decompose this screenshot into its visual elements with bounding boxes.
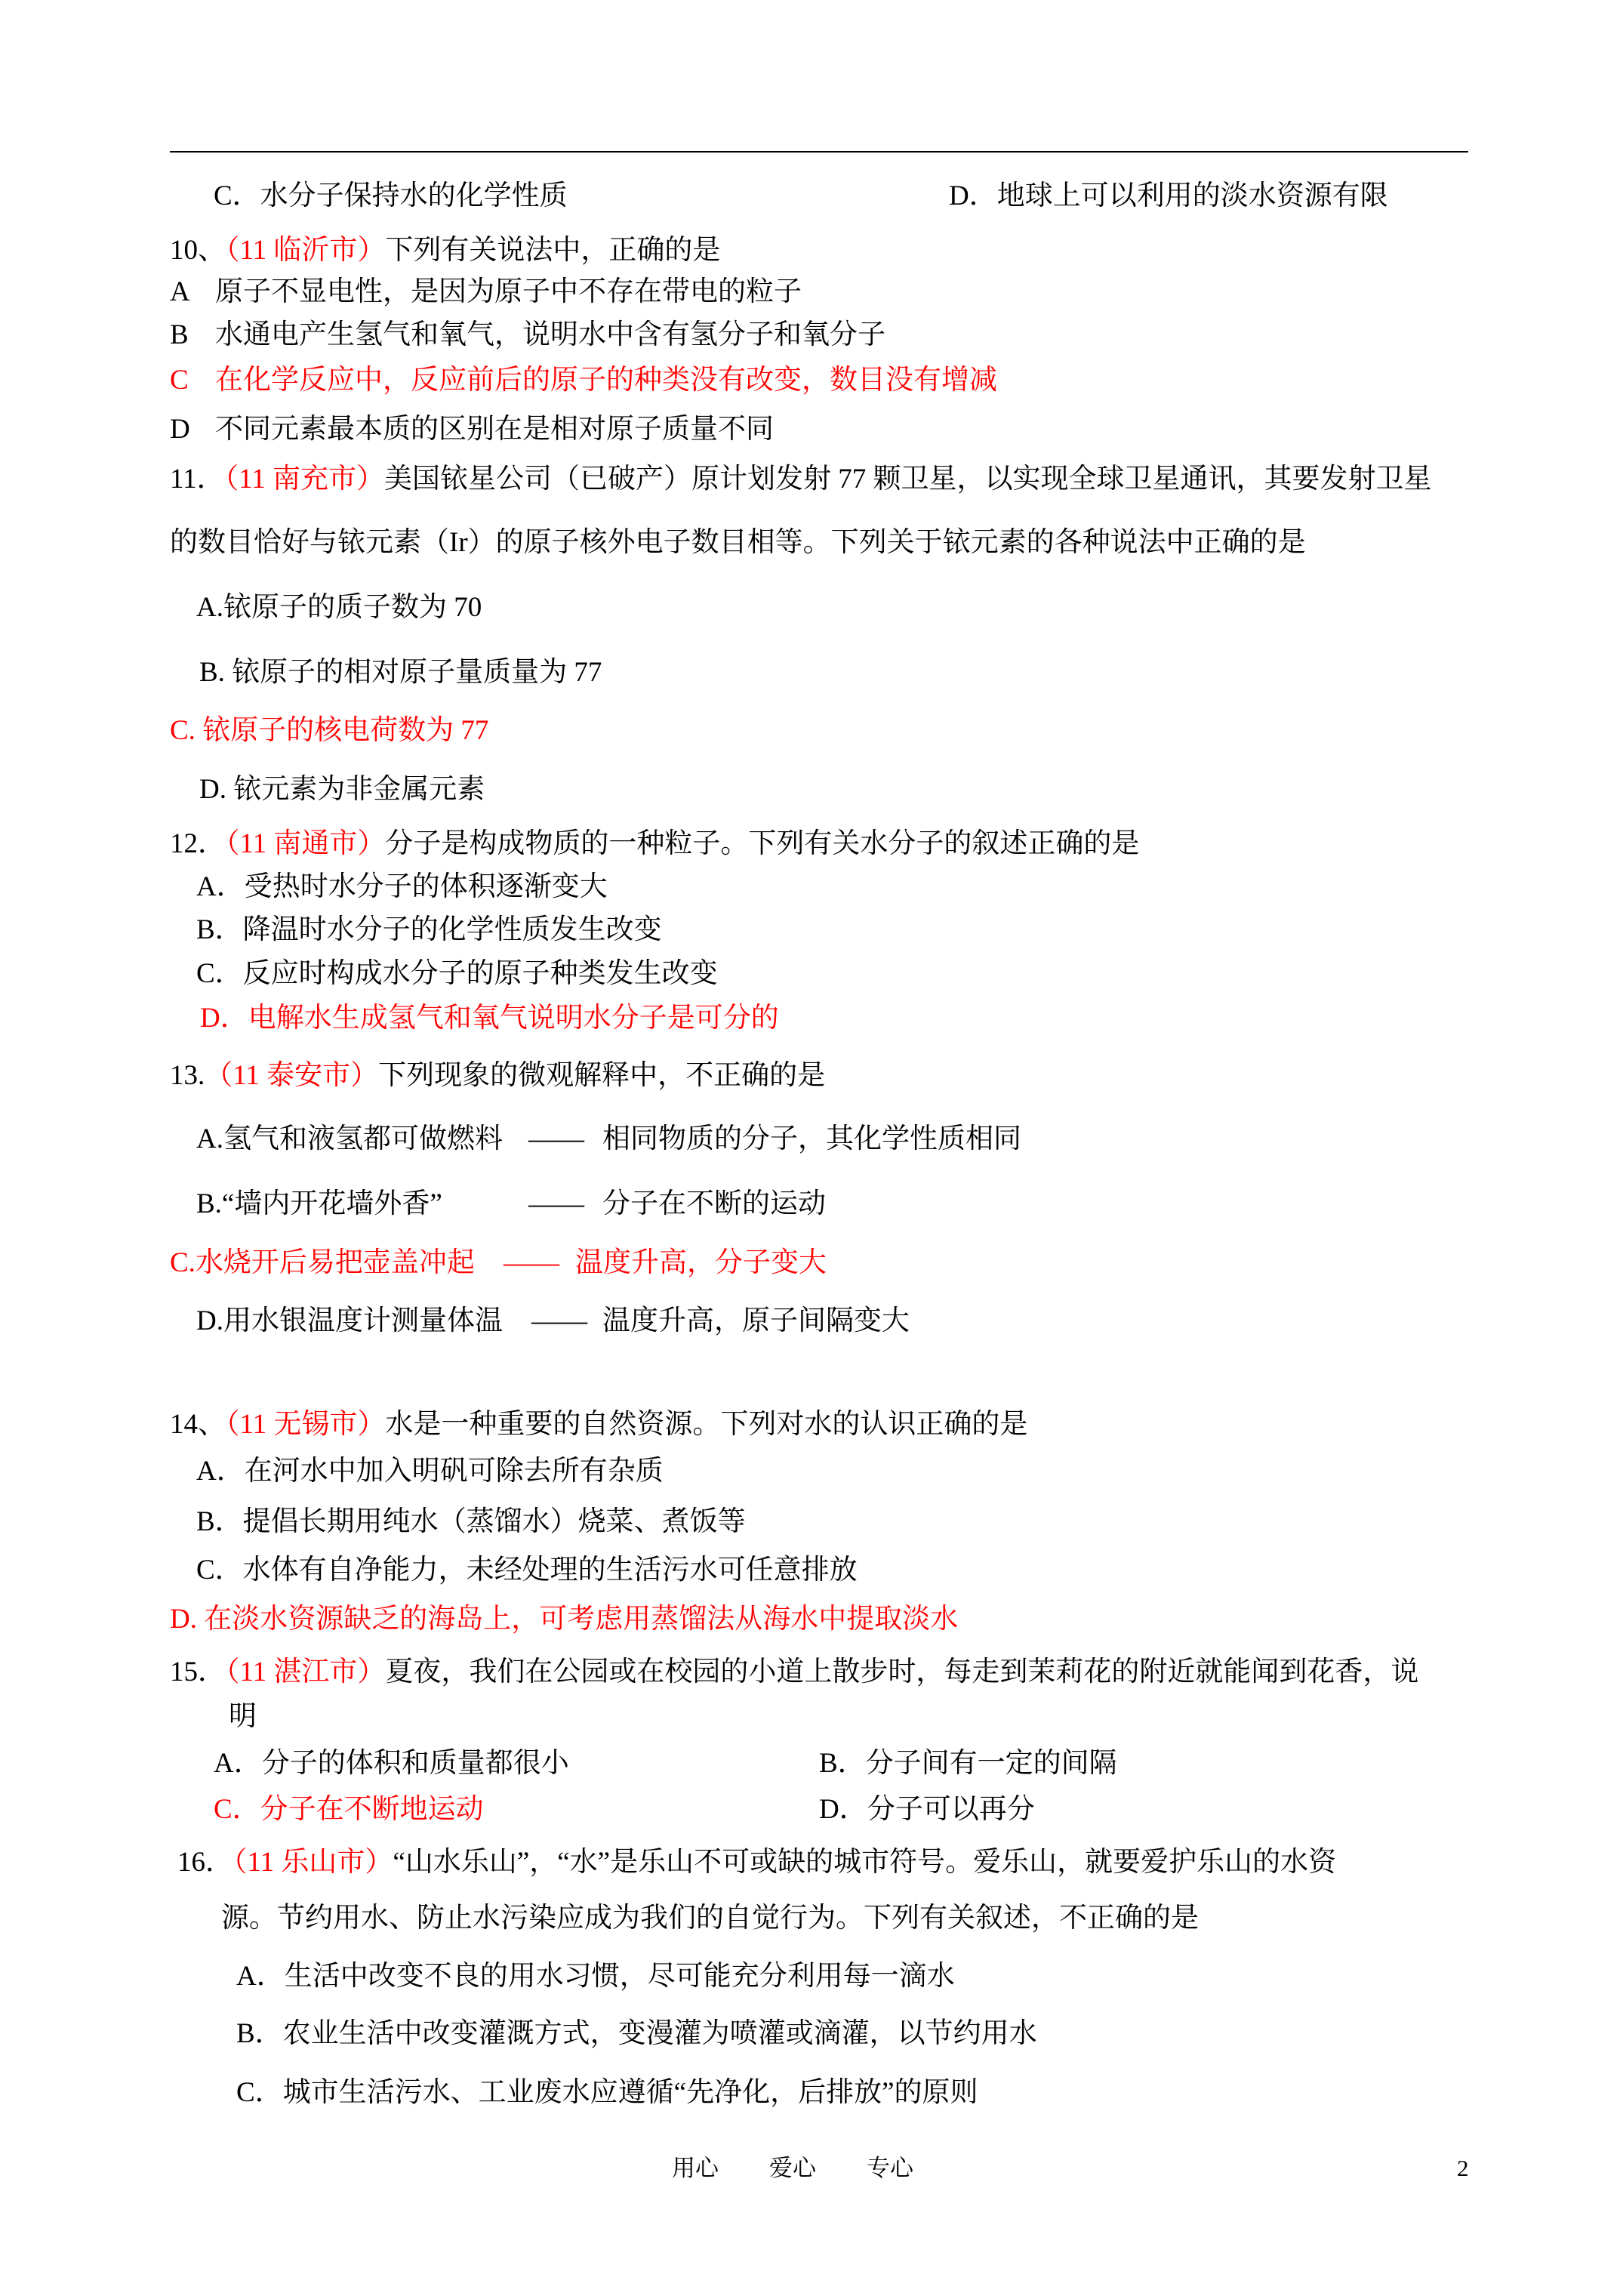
q13-option-c-dash: —— (504, 1247, 559, 1278)
question-source: （11 湛江市） (226, 1657, 386, 1687)
option-text: 不同元素最本质的区别在是相对原子质量不同 (215, 414, 774, 445)
q14-stem (170, 1410, 1027, 1439)
option-text: 在化学反应中，反应前后的原子的种类没有改变，数目没有增减 (215, 365, 997, 396)
q13-stem (170, 1062, 825, 1090)
question-number: 10、 (170, 235, 226, 266)
q13-option-a-explanation: 相同物质的分子，其化学性质相同 (602, 1123, 1021, 1154)
q16-stem-line2: 源。节约用水、防止水污染应成为我们的自觉行为。下列有关叙述，不正确的是 (221, 1903, 1199, 1934)
question-stem: 水是一种重要的自然资源。下列对水的认识正确的是 (385, 1409, 1028, 1440)
q11-option-a: A.铱原子的质子数为 70 (196, 592, 482, 623)
question-source: （11 南充市） (224, 464, 385, 495)
question-stem: 夏夜，我们在公园或在校园的小道上散步时，每走到茉莉花的附近就能闻到花香，说 (385, 1657, 1419, 1687)
question-stem: 美国铱星公司（已破产）原计划发射 77 颗卫星，以实现全球卫星通讯，其要发射卫星 (384, 464, 1432, 495)
q15-option-b: B．分子间有一定的间隔 (819, 1748, 1117, 1779)
q13-option-c-explanation-answer: 温度升高，分子变大 (575, 1247, 827, 1278)
option-label: A (170, 276, 190, 307)
option-label: C (170, 365, 189, 396)
q10-option-c-answer (170, 366, 997, 395)
q9-option-d: D．地球上可以利用的淡水资源有限 (949, 180, 1388, 211)
page-number: 2 (1457, 2155, 1469, 2181)
q16-option-b: B．农业生活中改变灌溉方式，变漫灌为喷灌或滴灌，以节约用水 (236, 2018, 1037, 2049)
question-source: （11 泰安市） (205, 1060, 379, 1091)
q13-option-c-phenomenon-answer: C.水烧开后易把壶盖冲起 (170, 1247, 475, 1278)
q15-option-a: A．分子的体积和质量都很小 (214, 1748, 569, 1779)
q12-option-a: A．受热时水分子的体积逐渐变大 (196, 871, 608, 902)
question-source: （11 临沂市） (226, 235, 386, 266)
q15-option-c-answer: C．分子在不断地运动 (214, 1794, 484, 1825)
q13-option-d-phenomenon: D.用水银温度计测量体温 (196, 1305, 503, 1336)
q12-option-b: B．降温时水分子的化学性质发生改变 (196, 914, 662, 945)
q12-option-d-answer: D．电解水生成氢气和氧气说明水分子是可分的 (200, 1003, 779, 1034)
question-source: （11 乐山市） (233, 1847, 393, 1878)
q12-stem (170, 830, 1139, 858)
question-number: 16． (177, 1847, 233, 1878)
q10-option-b (170, 321, 885, 350)
q13-option-b-explanation: 分子在不断的运动 (602, 1188, 826, 1219)
header-rule (170, 151, 1468, 153)
question-stem: 下列有关说法中，正确的是 (385, 235, 721, 266)
q16-stem-line1 (177, 1848, 1336, 1877)
question-stem: 分子是构成物质的一种粒子。下列有关水分子的叙述正确的是 (385, 828, 1140, 859)
q14-option-c: C．水体有自净能力，未经处理的生活污水可任意排放 (196, 1555, 858, 1586)
option-label: D (170, 414, 190, 445)
q10-stem (170, 236, 720, 265)
q13-option-a-dash: —— (528, 1123, 584, 1154)
q15-stem-line2: 明 (229, 1701, 257, 1732)
q12-option-c: C．反应时构成水分子的原子种类发生改变 (196, 958, 718, 989)
footer-word-3: 专心 (867, 2155, 913, 2181)
q13-option-b-dash: —— (528, 1188, 584, 1219)
q14-option-b: B．提倡长期用纯水（蒸馏水）烧菜、煮饭等 (196, 1506, 746, 1537)
q9-option-c: C．水分子保持水的化学性质 (214, 180, 568, 211)
q11-stem-line1 (170, 465, 1432, 494)
option-label: B (170, 319, 189, 350)
q13-option-d-dash: —— (531, 1305, 587, 1336)
question-source: （11 无锡市） (226, 1409, 386, 1440)
q15-stem-line1 (170, 1658, 1418, 1687)
q13-option-a-phenomenon: A.氢气和液氢都可做燃料 (196, 1123, 503, 1154)
option-text: 水通电产生氢气和氧气，说明水中含有氢分子和氧分子 (215, 319, 885, 350)
q11-option-d: D. 铱元素为非金属元素 (199, 774, 485, 805)
q14-option-a: A．在河水中加入明矾可除去所有杂质 (196, 1456, 664, 1487)
question-source: （11 南通市） (226, 828, 386, 859)
q11-stem-line2: 的数目恰好与铱元素（Ir）的原子核外电子数目相等。下列关于铱元素的各种说法中正确的是 (170, 527, 1306, 558)
footer-word-2: 爱心 (769, 2155, 816, 2181)
question-number: 15． (170, 1657, 226, 1687)
question-stem: 下列现象的微观解释中，不正确的是 (378, 1060, 826, 1091)
q16-option-c: C．城市生活污水、工业废水应遵循“先净化，后排放”的原则 (236, 2077, 978, 2108)
q16-option-a: A．生活中改变不良的用水习惯，尽可能充分利用每一滴水 (236, 1961, 955, 1992)
question-stem: “山水乐山”，“水”是乐山不可或缺的城市符号。爱乐山，就要爱护乐山的水资 (393, 1847, 1337, 1878)
q11-option-b: B. 铱原子的相对原子量质量为 77 (199, 657, 602, 688)
q10-option-a (170, 278, 802, 307)
q13-option-b-phenomenon: B.“墙内开花墙外香” (196, 1188, 442, 1219)
q11-option-c-answer: C. 铱原子的核电荷数为 77 (170, 715, 489, 746)
question-number: 12． (170, 828, 226, 859)
question-number: 11． (170, 464, 225, 495)
q15-option-d: D．分子可以再分 (819, 1794, 1035, 1825)
footer-word-1: 用心 (672, 2155, 719, 2181)
question-number: 14、 (170, 1409, 226, 1440)
question-number: 13. (170, 1060, 205, 1091)
q10-option-d (170, 415, 774, 444)
q14-option-d-answer: D. 在淡水资源缺乏的海岛上，可考虑用蒸馏法从海水中提取淡水 (170, 1604, 959, 1635)
q13-option-d-explanation: 温度升高，原子间隔变大 (602, 1305, 910, 1336)
option-text: 原子不显电性，是因为原子中不存在带电的粒子 (215, 276, 802, 307)
